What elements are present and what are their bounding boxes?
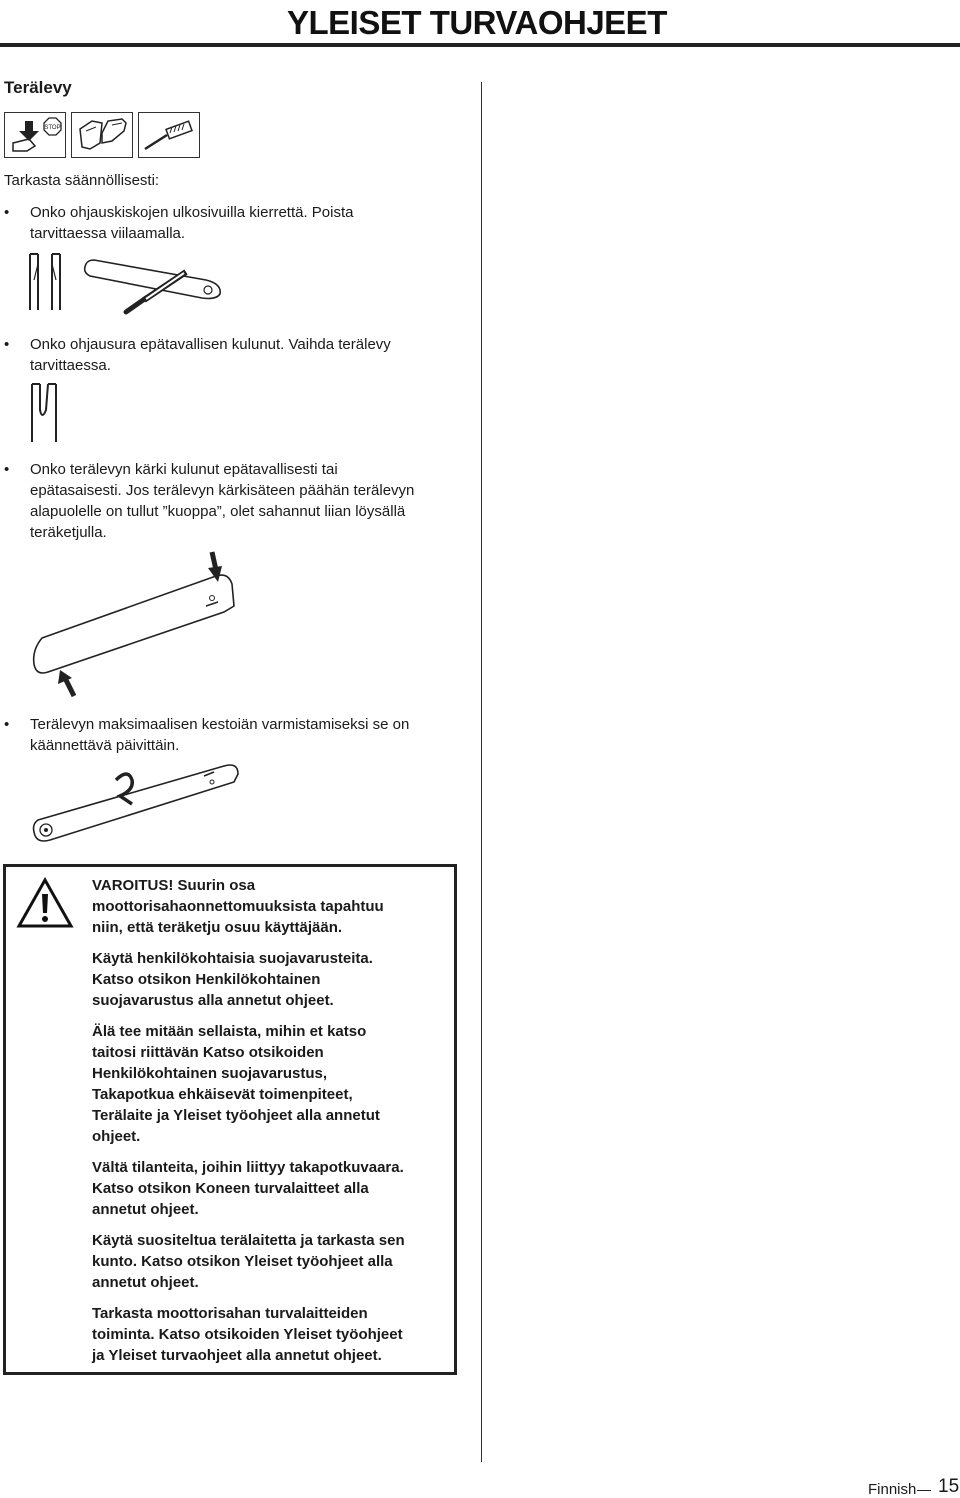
warning-line: Katso otsikon Henkilökohtainen bbox=[92, 971, 321, 988]
bullet-marker: • bbox=[4, 716, 10, 733]
warning-line: niin, että teräketju osuu käyttäjään. bbox=[92, 919, 343, 936]
list-item-line: epätasaisesti. Jos terälevyn kärkisäteen päähän terälevyn bbox=[30, 482, 415, 499]
warning-line: Katso otsikon Koneen turvalaitteet alla bbox=[92, 1180, 369, 1197]
warning-paragraph bbox=[92, 948, 452, 1011]
warning-line: kunto. Katso otsikon Yleiset työohjeet alla bbox=[92, 1253, 393, 1270]
warning-triangle-icon bbox=[16, 877, 74, 934]
warning-line: VAROITUS! Suurin osa bbox=[92, 877, 256, 894]
list-item-line: Onko ohjauskiskojen ulkosivuilla kierrettä. Poista bbox=[30, 204, 354, 221]
file-tool-icon bbox=[138, 112, 200, 158]
list-item bbox=[4, 202, 474, 244]
warning-line: taitosi riittävän Katso otsikoiden bbox=[92, 1044, 324, 1061]
bar-reversal-illustration bbox=[28, 760, 244, 849]
warning-line: Käytä suositeltua terälaitetta ja tarkasta sen bbox=[92, 1232, 405, 1249]
column-divider bbox=[481, 82, 482, 1462]
list-item bbox=[4, 459, 474, 543]
footer-dash bbox=[917, 1490, 931, 1491]
list-item-line: Terälevyn maksimaalisen kestoiän varmistamiseksi se on bbox=[30, 716, 410, 733]
header-rule bbox=[0, 43, 960, 47]
list-item-line: Onko ohjausura epätavallisen kulunut. Vaihda terälevy bbox=[30, 336, 391, 353]
list-item-line: tarvittaessa viilaamalla. bbox=[30, 225, 186, 242]
svg-text:STOP: STOP bbox=[44, 125, 61, 131]
section-title: Terälevy bbox=[4, 78, 72, 97]
stop-engine-icon bbox=[4, 112, 66, 158]
bullet-marker: • bbox=[4, 461, 10, 478]
warning-line: Tarkasta moottorisahan turvalaitteiden bbox=[92, 1305, 368, 1322]
intro-text: Tarkasta säännöllisesti: bbox=[4, 172, 160, 189]
page-header-title: YLEISET TURVAOHJEET bbox=[287, 4, 667, 41]
rail-burr-filing-illustration bbox=[26, 250, 236, 321]
footer-language: Finnish bbox=[868, 1481, 917, 1498]
warning-line: Älä tee mitään sellaista, mihin et katso bbox=[92, 1023, 367, 1040]
warning-box bbox=[3, 864, 457, 1375]
warning-line: Vältä tilanteita, joihin liittyy takapotkuvaara. bbox=[92, 1159, 404, 1176]
list-item bbox=[4, 334, 474, 376]
worn-groove-illustration bbox=[28, 380, 62, 451]
warning-paragraph bbox=[92, 1021, 452, 1147]
bar-tip-wear-illustration bbox=[28, 548, 244, 705]
warning-text bbox=[92, 875, 452, 1376]
warning-paragraph bbox=[92, 875, 452, 938]
list-item-line: Onko terälevyn kärki kulunut epätavallisesti tai bbox=[30, 461, 338, 478]
list-item-line: käännettävä päivittäin. bbox=[30, 737, 180, 754]
warning-line: moottorisahaonnettomuuksista tapahtuu bbox=[92, 898, 384, 915]
warning-line: ja Yleiset turvaohjeet alla annetut ohjeet. bbox=[92, 1347, 382, 1364]
list-item-line: tarvittaessa. bbox=[30, 357, 111, 374]
warning-paragraph bbox=[92, 1230, 452, 1293]
list-item-line: alapuolelle on tullut ”kuoppa”, olet sahannut liian löysällä bbox=[30, 503, 406, 520]
page-number: 15 bbox=[938, 1476, 960, 1497]
warning-line: annetut ohjeet. bbox=[92, 1201, 199, 1218]
instruction-icons bbox=[4, 112, 200, 158]
warning-line: suojavarustus alla annetut ohjeet. bbox=[92, 992, 334, 1009]
warning-line: toiminta. Katso otsikoiden Yleiset työohjeet bbox=[92, 1326, 403, 1343]
gloves-icon bbox=[71, 112, 133, 158]
warning-line: Käytä henkilökohtaisia suojavarusteita. bbox=[92, 950, 373, 967]
warning-line: Henkilökohtainen suojavarustus, bbox=[92, 1065, 328, 1082]
list-item bbox=[4, 714, 474, 756]
bullet-marker: • bbox=[4, 336, 10, 353]
list-item-line: teräketjulla. bbox=[30, 524, 107, 541]
warning-line: ohjeet. bbox=[92, 1128, 141, 1145]
warning-line: Takapotkua ehkäisevät toimenpiteet, bbox=[92, 1086, 353, 1103]
bullet-marker: • bbox=[4, 204, 10, 221]
warning-line: annetut ohjeet. bbox=[92, 1274, 199, 1291]
warning-paragraph bbox=[92, 1303, 452, 1366]
warning-paragraph bbox=[92, 1157, 452, 1220]
warning-line: Terälaite ja Yleiset työohjeet alla annetut bbox=[92, 1107, 380, 1124]
